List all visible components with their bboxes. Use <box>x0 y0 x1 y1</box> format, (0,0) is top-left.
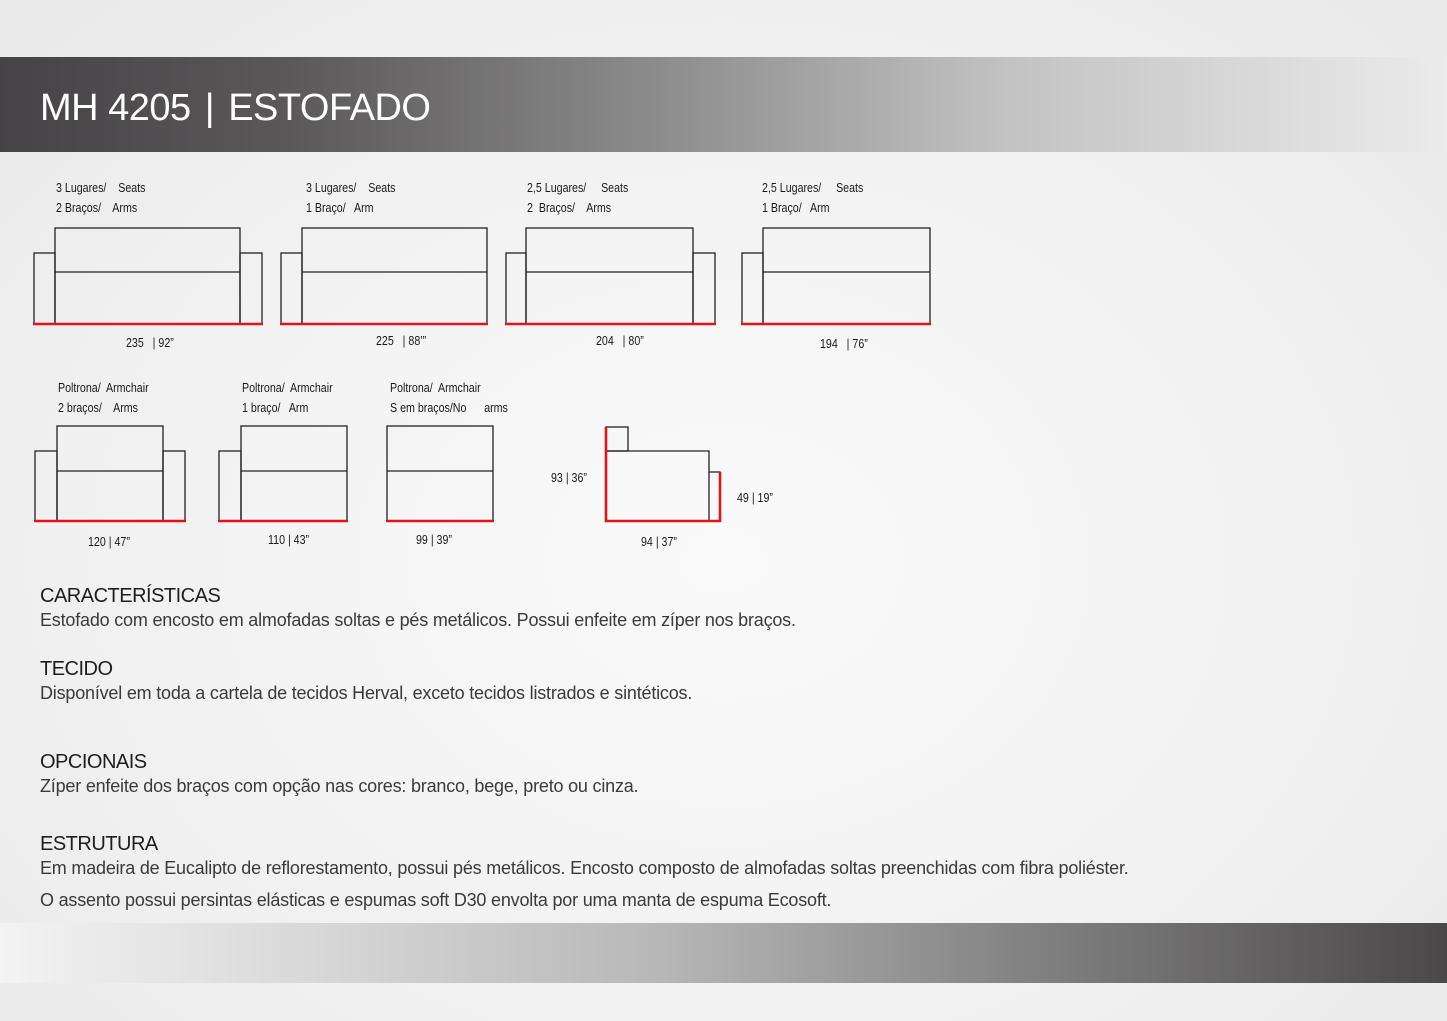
dimension-label: 99 | 39” <box>416 532 452 547</box>
seat-height-dimension: 49 | 19” <box>737 490 773 505</box>
right-arm <box>240 253 262 324</box>
armchair-2-drawing <box>35 426 185 521</box>
armchair-label: Poltrona/ Armchair <box>242 380 333 395</box>
section-title: TECIDO <box>40 658 113 680</box>
arms-label: S em braços/No arms <box>390 400 508 415</box>
sofa-3-2-drawing <box>34 228 262 324</box>
arms-label: 1 Braço/ Arm <box>306 200 374 215</box>
right-arm <box>693 253 715 324</box>
section-text: Zíper enfeite dos braços com opção nas cores: branco, bege, preto ou cinza. <box>40 776 639 796</box>
armchair-1-drawing <box>219 426 347 521</box>
armchair-body <box>241 426 347 521</box>
seats-label: 3 Lugares/ Seats <box>56 180 146 195</box>
section-caracteristicas <box>40 584 796 632</box>
sofa-body <box>526 228 693 324</box>
sofa-body <box>763 228 930 324</box>
section-title: OPCIONAIS <box>40 751 147 773</box>
left-arm <box>219 451 241 521</box>
sofa-25-1-drawing <box>742 228 930 324</box>
left-arm <box>281 253 302 324</box>
section-text: Estofado com encosto em almofadas soltas e pés metálicos. Possui enfeite em zíper nos braços. <box>40 610 796 630</box>
section-tecido <box>40 657 692 705</box>
sofa-body <box>302 228 487 324</box>
left-arm <box>35 451 57 521</box>
sofa-3-1-drawing <box>281 228 487 324</box>
left-arm <box>506 253 526 324</box>
armchair-label: Poltrona/ Armchair <box>58 380 149 395</box>
title-separator: | <box>204 87 215 129</box>
armchair-body <box>57 426 163 521</box>
sofa-body <box>55 228 240 324</box>
section-text: Disponível em toda a cartela de tecidos Herval, exceto tecidos listrados e sintéticos. <box>40 683 693 703</box>
section-estrutura <box>40 832 1129 912</box>
section-text: O assento possui persintas elásticas e espumas soft D30 envolta por uma manta de espuma Ecosoft. <box>40 890 832 910</box>
side-view-drawing <box>606 427 720 521</box>
red-accent-lines <box>33 324 931 521</box>
side-profile <box>606 427 720 521</box>
seats-label: 2,5 Lugares/ Seats <box>527 180 629 195</box>
arms-label: 1 braço/ Arm <box>242 400 309 415</box>
arms-label: 1 Braço/ Arm <box>762 200 830 215</box>
sofa-25-2-drawing <box>506 228 715 324</box>
footer-bar <box>0 923 1447 983</box>
seats-label: 2,5 Lugares/ Seats <box>762 180 864 195</box>
right-arm <box>163 451 185 521</box>
dimension-label: 225 | 88’” <box>376 333 427 348</box>
seats-label: 3 Lugares/ Seats <box>306 180 396 195</box>
depth-dimension: 94 | 37” <box>641 534 677 549</box>
product-name: ESTOFADO <box>228 87 431 129</box>
section-text: Em madeira de Eucalipto de reflorestamento, possui pés metálicos. Encosto composto de almofadas soltas preenchidas com fibra poliéster. <box>40 858 1129 878</box>
dimension-label: 194 | 76” <box>820 336 868 351</box>
arms-label: 2 Braços/ Arms <box>56 200 138 215</box>
section-title: ESTRUTURA <box>40 833 158 855</box>
arms-label: 2 braços/ Arms <box>58 400 138 415</box>
height-dimension: 93 | 36” <box>551 470 587 485</box>
section-title: CARACTERÍSTICAS <box>40 585 221 607</box>
left-arm <box>34 253 55 324</box>
armchair-label: Poltrona/ Armchair <box>390 380 481 395</box>
armchair-0-drawing <box>387 426 493 521</box>
left-arm <box>742 253 763 324</box>
back-cushion <box>606 427 628 451</box>
armchair-body <box>387 426 493 521</box>
dimension-label: 204 | 80” <box>596 333 644 348</box>
dimension-label: 120 | 47” <box>88 534 130 549</box>
section-opcionais <box>40 750 638 798</box>
model-code: MH 4205 <box>40 87 191 129</box>
dimension-label: 235 | 92” <box>126 335 174 350</box>
arms-label: 2 Braços/ Arms <box>527 200 612 215</box>
dimension-label: 110 | 43” <box>268 532 310 547</box>
